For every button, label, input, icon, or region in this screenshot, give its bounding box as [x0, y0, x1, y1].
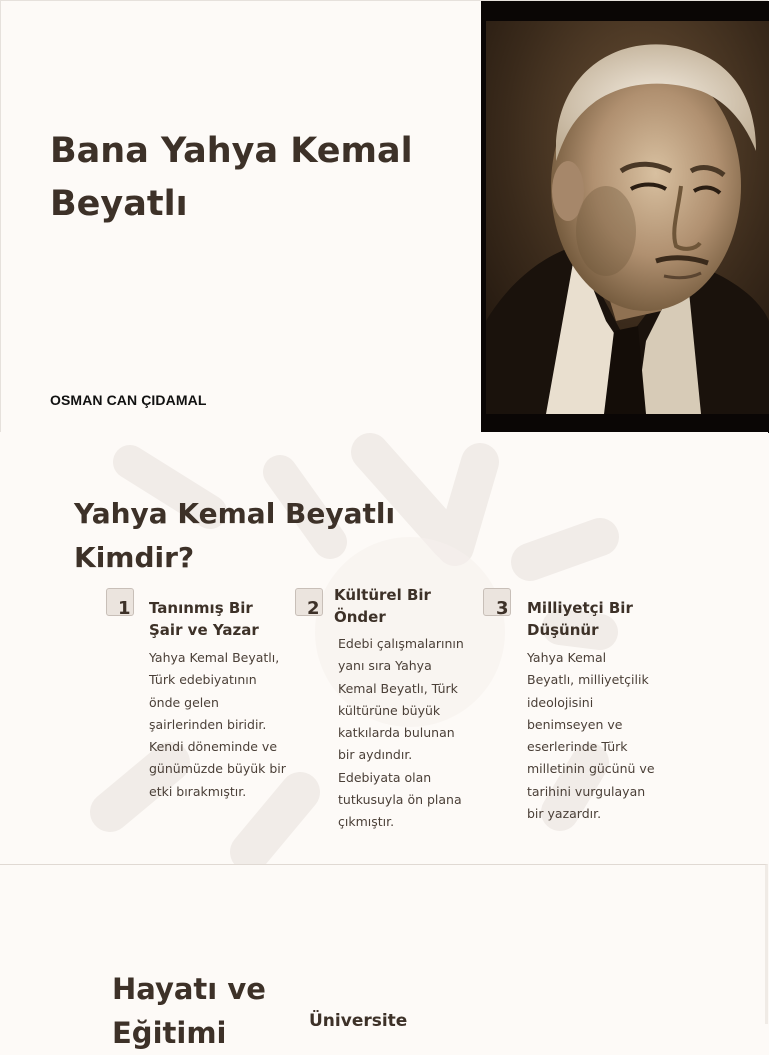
- item-title: Milliyetçi Bir Düşünür: [527, 599, 633, 639]
- item-description: Edebi çalışmalarının yanı sıra Yahya Kemal Beyatlı, Türk kültürüne büyük katkılarda bulunan bir aydındır. Edebiyata olan tutkusuyla ön plana çıkmıştır.: [338, 636, 464, 830]
- portrait-photo-frame: [481, 1, 769, 433]
- section-heading: Yahya Kemal Beyatlı Kimdir?: [74, 497, 396, 574]
- slide-title: Bana Yahya Kemal Beyatlı: [50, 131, 413, 224]
- title-slide: [0, 0, 768, 432]
- timeline-label: Üniversite: [309, 1011, 408, 1031]
- who-is-slide: [0, 432, 768, 864]
- author-name: OSMAN CAN ÇIDAMAL: [50, 392, 207, 408]
- section-heading: Hayatı ve Eğitimi: [112, 972, 266, 1050]
- item-title: Tanınmış Bir Şair ve Yazar: [149, 599, 259, 639]
- item-number: 2: [307, 598, 320, 619]
- item-number: 1: [118, 598, 131, 619]
- item-title: Kültürel Bir Önder: [334, 586, 431, 626]
- item-description: Yahya Kemal Beyatlı, milliyetçilik ideolojisini benimseyen ve eserlerinde Türk milletinin gücünü ve tarihini vurgulayan bir yazardır.: [527, 650, 655, 822]
- portrait-photo: [486, 21, 769, 414]
- life-education-slide: [0, 864, 768, 1050]
- item-number: 3: [496, 598, 509, 619]
- item-description: Yahya Kemal Beyatlı, Türk edebiyatının önde gelen şairlerinden biridir. Kendi döneminde ve günümüzde büyük bir etki bırakmıştır.: [149, 650, 286, 799]
